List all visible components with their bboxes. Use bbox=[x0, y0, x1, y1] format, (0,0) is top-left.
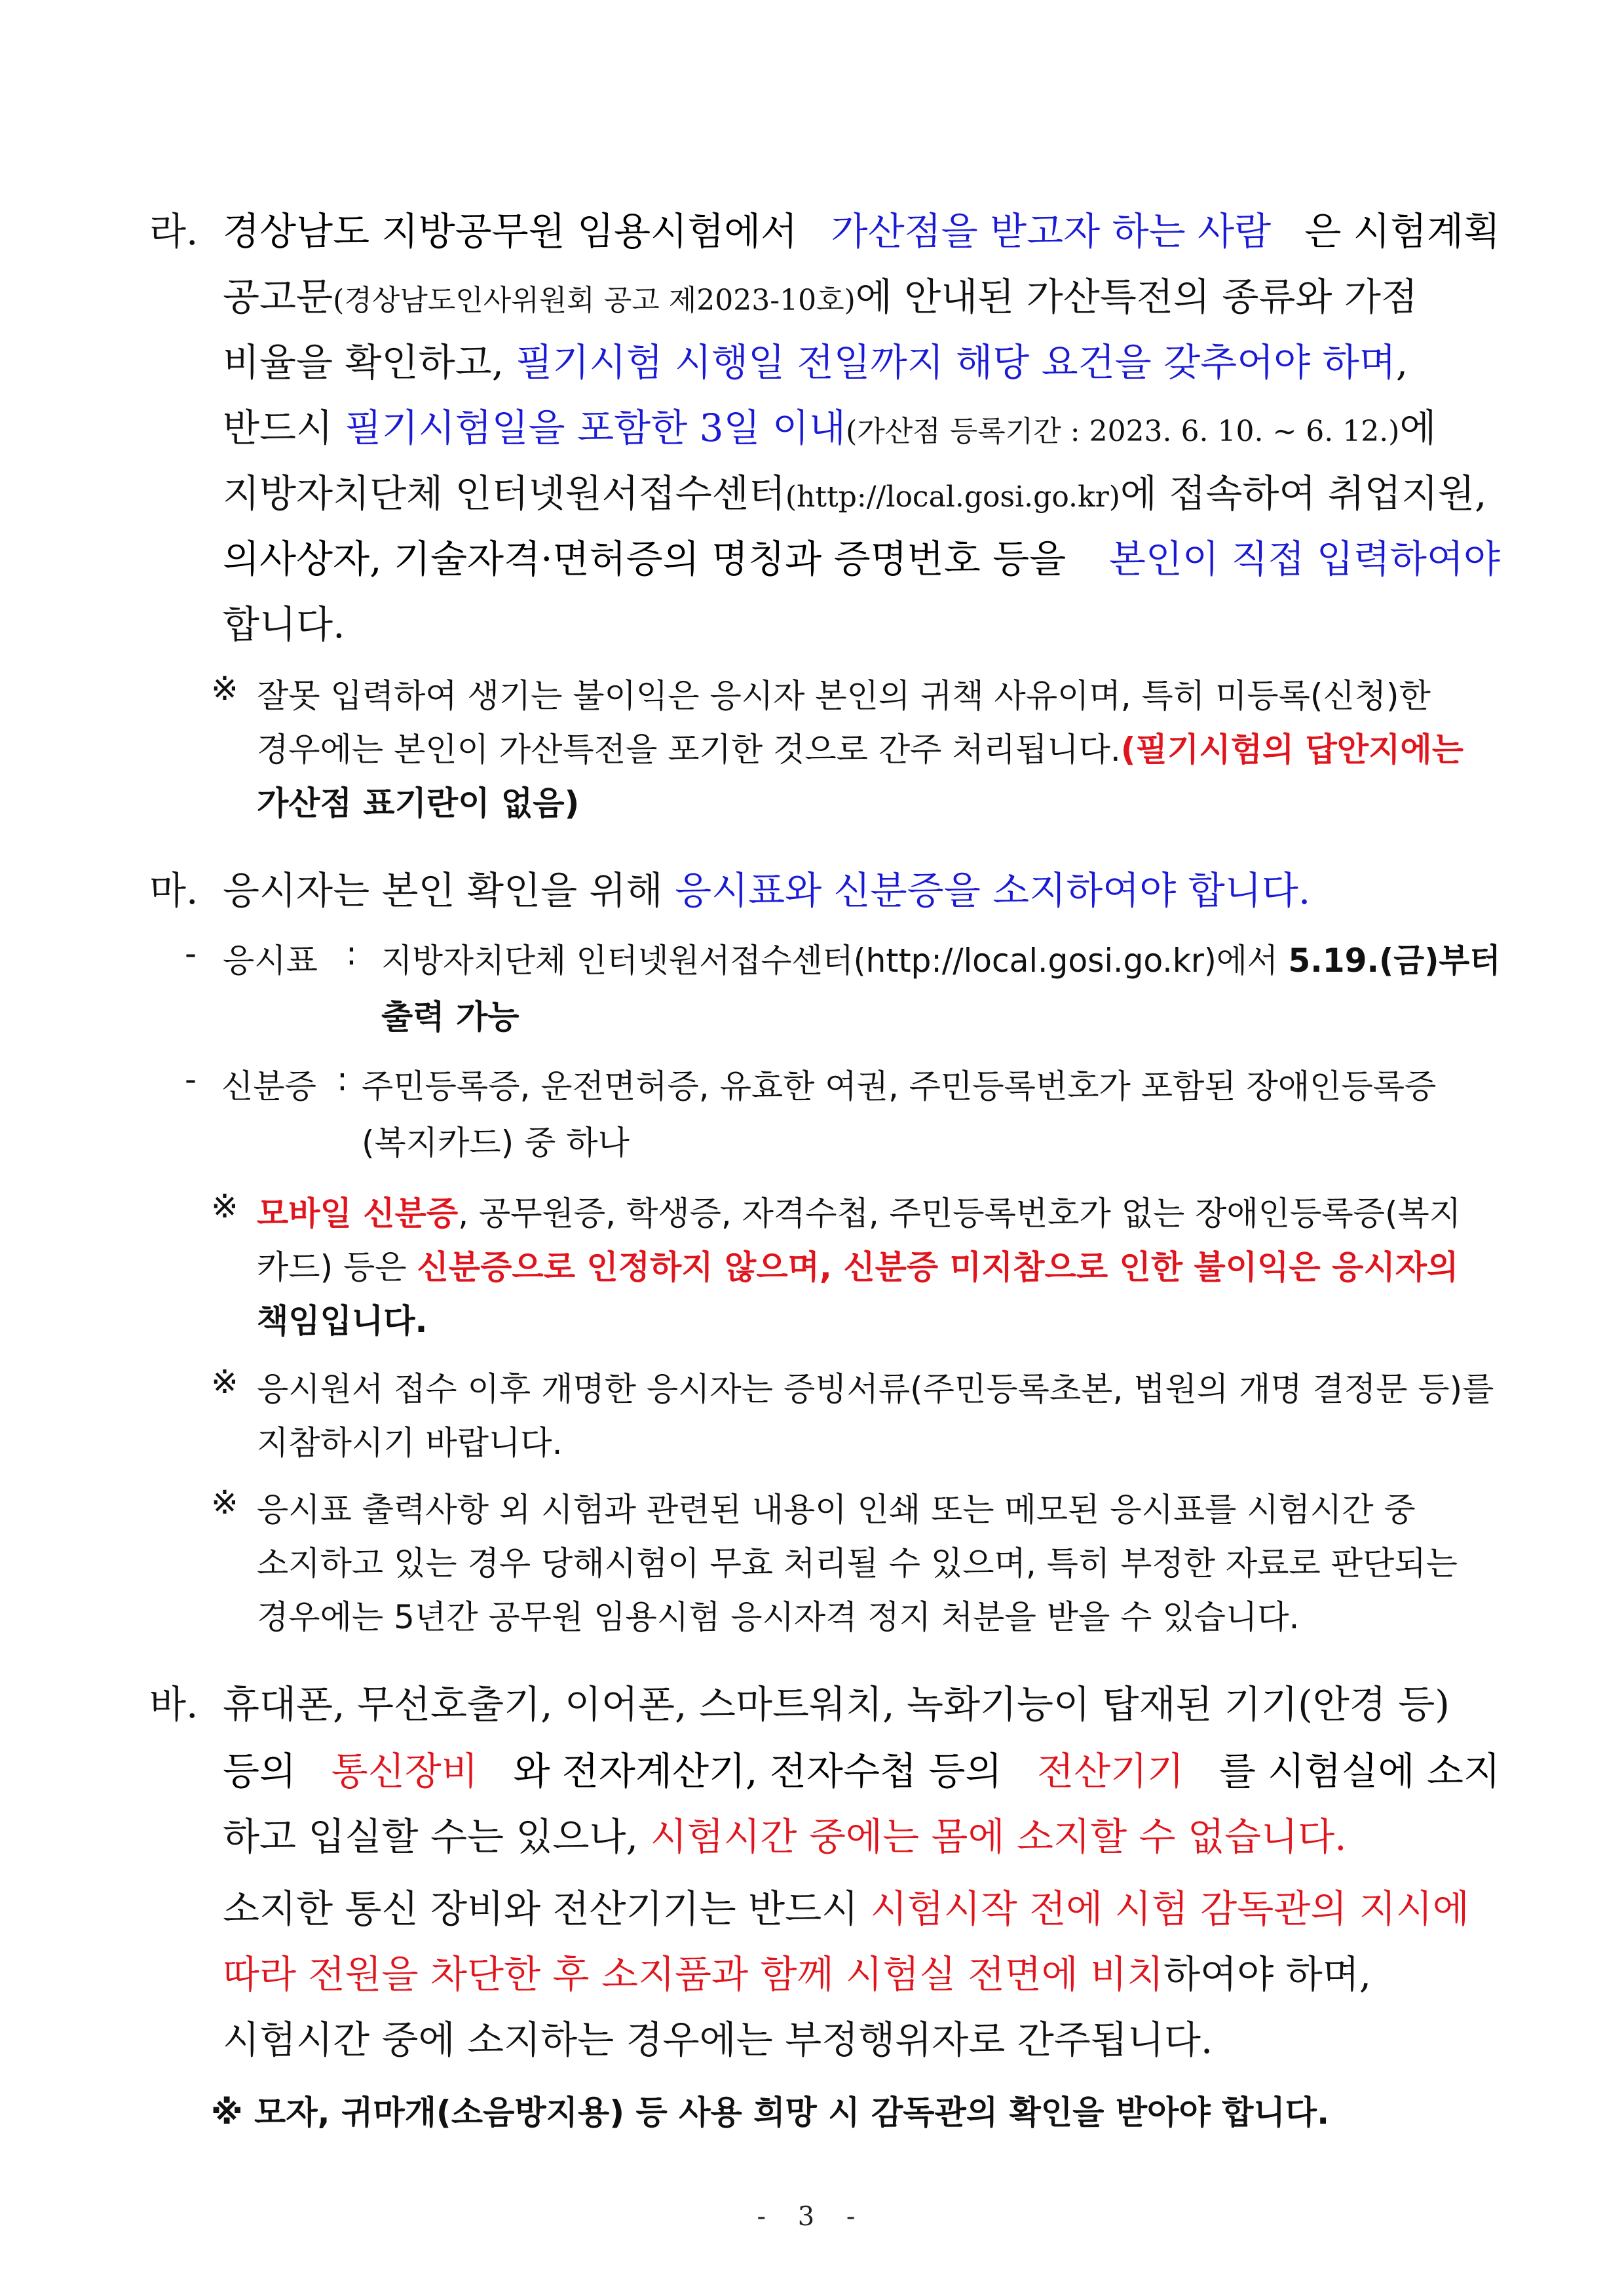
highlight-requirement-deadline: 필기시험 시행일 전일까지 해당 요건을 갖추어야 하며 bbox=[516, 340, 1396, 385]
section-ba-line-2: 등의 통신장비 와 전자계산기, 전자수첩 등의 전산기기 를 시험실에 소지 bbox=[223, 1740, 1500, 1795]
highlight-computing-device: 전산기기 bbox=[1037, 1749, 1184, 1793]
section-ba-line-5: 따라 전원을 차단한 후 소지품과 함께 시험실 전면에 비치하여야 하며, bbox=[223, 1952, 1372, 1997]
section-ra-line-7: 합니다. bbox=[223, 602, 345, 647]
section-ra-line-5: 지방자치단체 인터넷원서접수센터(http://local.gosi.go.kr)에 접속하여 취업지원, bbox=[223, 471, 1487, 516]
highlight-no-carry: 시험시간 중에는 몸에 소지할 수 없습니다. bbox=[650, 1814, 1347, 1859]
section-ra-line-6: 의사상자, 기술자격·면허증의 명칭과 증명번호 등을 본인이 직접 입력하여야 bbox=[223, 528, 1500, 583]
ticket-print-date: 5.19.(금)부터 bbox=[1288, 942, 1501, 980]
section-ra-line-3: 비율을 확인하고, 필기시험 시행일 전일까지 해당 요건을 갖추어야 하며, bbox=[223, 340, 1408, 385]
section-ba-line-1: 휴대폰, 무선호출기, 이어폰, 스마트워치, 녹화기능이 탑재된 기기(안경 등) bbox=[223, 1682, 1450, 1727]
section-ma-line-1: 응시자는 본인 확인을 위해 응시표와 신분증을 소지하여야 합니다. bbox=[223, 868, 1311, 913]
ba-note: ※ 모자, 귀마개(소음방지용) 등 사용 희망 시 감독관의 확인을 받아야 합니다. bbox=[211, 2094, 1330, 2132]
highlight-three-days: 필기시험일을 포함한 3일 이내 bbox=[345, 406, 846, 450]
ticket-label: 응시표 bbox=[223, 942, 318, 980]
section-ra-line-1: 경상남도 지방공무원 임용시험에서 가산점을 받고자 하는 사람 은 시험계획 bbox=[223, 201, 1500, 256]
section-ba-label: 바. bbox=[149, 1682, 198, 1727]
section-ba-line-4: 소지한 통신 장비와 전산기기는 반드시 시험시작 전에 시험 감독관의 지시에 bbox=[223, 1886, 1469, 1931]
highlight-comm-device: 통신장비 bbox=[331, 1749, 478, 1793]
document-page: 라. 경상남도 지방공무원 임용시험에서 가산점을 받고자 하는 사람 은 시험계획 공고문(경상남도인사위원회 공고 제2023-10호)에 안내된 가산특전의 종류와 가점 비율을 확인하고, 필기시험 시행일 전일까지 해당 요건을 갖추어야 하며, 반드시 필기시험일을 포함한 3일 이내(가산점 등록기간 : 2023. 6. 10. ∼ 6. 12.)에 지방자치단체 인터넷원서접수센터(http://local.gosi.go.kr)에 접속하여 취업지원, 의사상자, 기술자격·면허증의 명칭과 증명번호 등을 본인이 직접 입력하여야 합니다. ※ 잘못 입력하여 생기는 불이익은 응시자 본인의 귀책 사유이며, 특히 미등록(신청)한 경우에는 본인이 가산특전을 포기한 것으로 간주 처리됩니다.(필기시험의 답안지에는 가산점 표기란이 없음) 마. 응시자는 본인 확인을 위해 응시표와 신분증을 소지하여야 합니다. - 응시표 : 지방자치단체 인터넷원서접수센터(http://local.gosi.go.kr)에서 5.19.(금)부터 출력 가능 - 신분증 : 주민등록증, 운전면허증, 유효한 여권, 주민등록번호가 포함된 장애인등록증 (복지카드) 중 하나 ※ 모바일 신분증, 공무원증, 학생증, 자격수첩, 주민등록번호가 없는 장애인등록증(복지 카드) 등은 신분증으로 인정하지 않으며, 신분증 미지참으로 인한 불이익은 응시자의 책임입니다. ※ 응시원서 접수 이후 개명한 응시자는 증빙서류(주민등록초본, 법원의 개명 결정문 등)를 지참하시기 바랍니다. ※ 응시표 출력사항 외 시험과 관련된 내용이 인쇄 또는 메모된 응시표를 시험시간 중 소지하고 있는 경우 당해시험이 무효 처리될 수 있으며, 특히 부정한 자료로 판단되는 경우에는 5년간 공무원 임용시험 응시자격 정지 처분을 받을 수 있습니다. 바. 휴대폰, 무선호출기, 이어폰, 스마트워치, 녹화기능이 탑재된 기기(안경 등) 등의 통신장비 와 전자계산기, 전자수첩 등의 전산기기 를 시험실에 소지 하고 입실할 수는 있으나, 시험시간 중에는 몸에 소지할 수 없습니다. 소지한 통신 장비와 전산기기는 반드시 시험시작 전에 시험 감독관의 지시에 따라 전원을 차단한 후 소지품과 함께 시험실 전면에 비치하여야 하며, 시험시간 중에 소지하는 경우에는 부정행위자로 간주됩니다. ※ 모자, 귀마개(소음방지용) 등 사용 희망 시 감독관의 확인을 받아야 합니다. - 3 - bbox=[0, 0, 1624, 2296]
highlight-not-accepted: 신분증으로 인정하지 않으며, 신분증 미지참으로 인한 불이익은 응시자의 bbox=[417, 1248, 1459, 1286]
highlight-mobile-id: 모바일 신분증 bbox=[257, 1195, 459, 1233]
section-ma-label: 마. bbox=[149, 868, 198, 913]
highlight-no-bonus-field: (필기시험의 답안지에는 bbox=[1120, 731, 1464, 769]
page-number: - 3 - bbox=[757, 2202, 867, 2232]
registration-period: (가산점 등록기간 : 2023. 6. 10. ∼ 6. 12.) bbox=[846, 415, 1400, 448]
note-mark: ※ bbox=[211, 670, 238, 708]
highlight-self-input: 본인이 직접 입력하여야 bbox=[1108, 537, 1500, 581]
note-mark: ※ bbox=[211, 1363, 238, 1401]
note-mark: ※ bbox=[211, 1187, 238, 1225]
section-ra-line-4: 반드시 필기시험일을 포함한 3일 이내(가산점 등록기간 : 2023. 6. 10. ∼ 6. 12.)에 bbox=[223, 406, 1437, 450]
highlight-bonus-applicant: 가산점을 받고자 하는 사람 bbox=[831, 209, 1272, 254]
note-mark: ※ bbox=[211, 1483, 238, 1521]
highlight-carry-id: 응시표와 신분증을 소지하여야 합니다. bbox=[675, 868, 1311, 913]
idcard-label: 신분증 bbox=[221, 1067, 316, 1105]
section-ra-line-2: 공고문(경상남도인사위원회 공고 제2023-10호)에 안내된 가산특전의 종류와 가점 bbox=[223, 275, 1418, 319]
section-ra-label: 라. bbox=[149, 209, 198, 254]
section-ba-line-6: 시험시간 중에 소지하는 경우에는 부정행위자로 간주됩니다. bbox=[223, 2018, 1213, 2062]
gosi-url: (http://local.gosi.go.kr) bbox=[785, 480, 1120, 514]
section-ba-line-3: 하고 입실할 수는 있으나, 시험시간 중에는 몸에 소지할 수 없습니다. bbox=[223, 1814, 1347, 1859]
